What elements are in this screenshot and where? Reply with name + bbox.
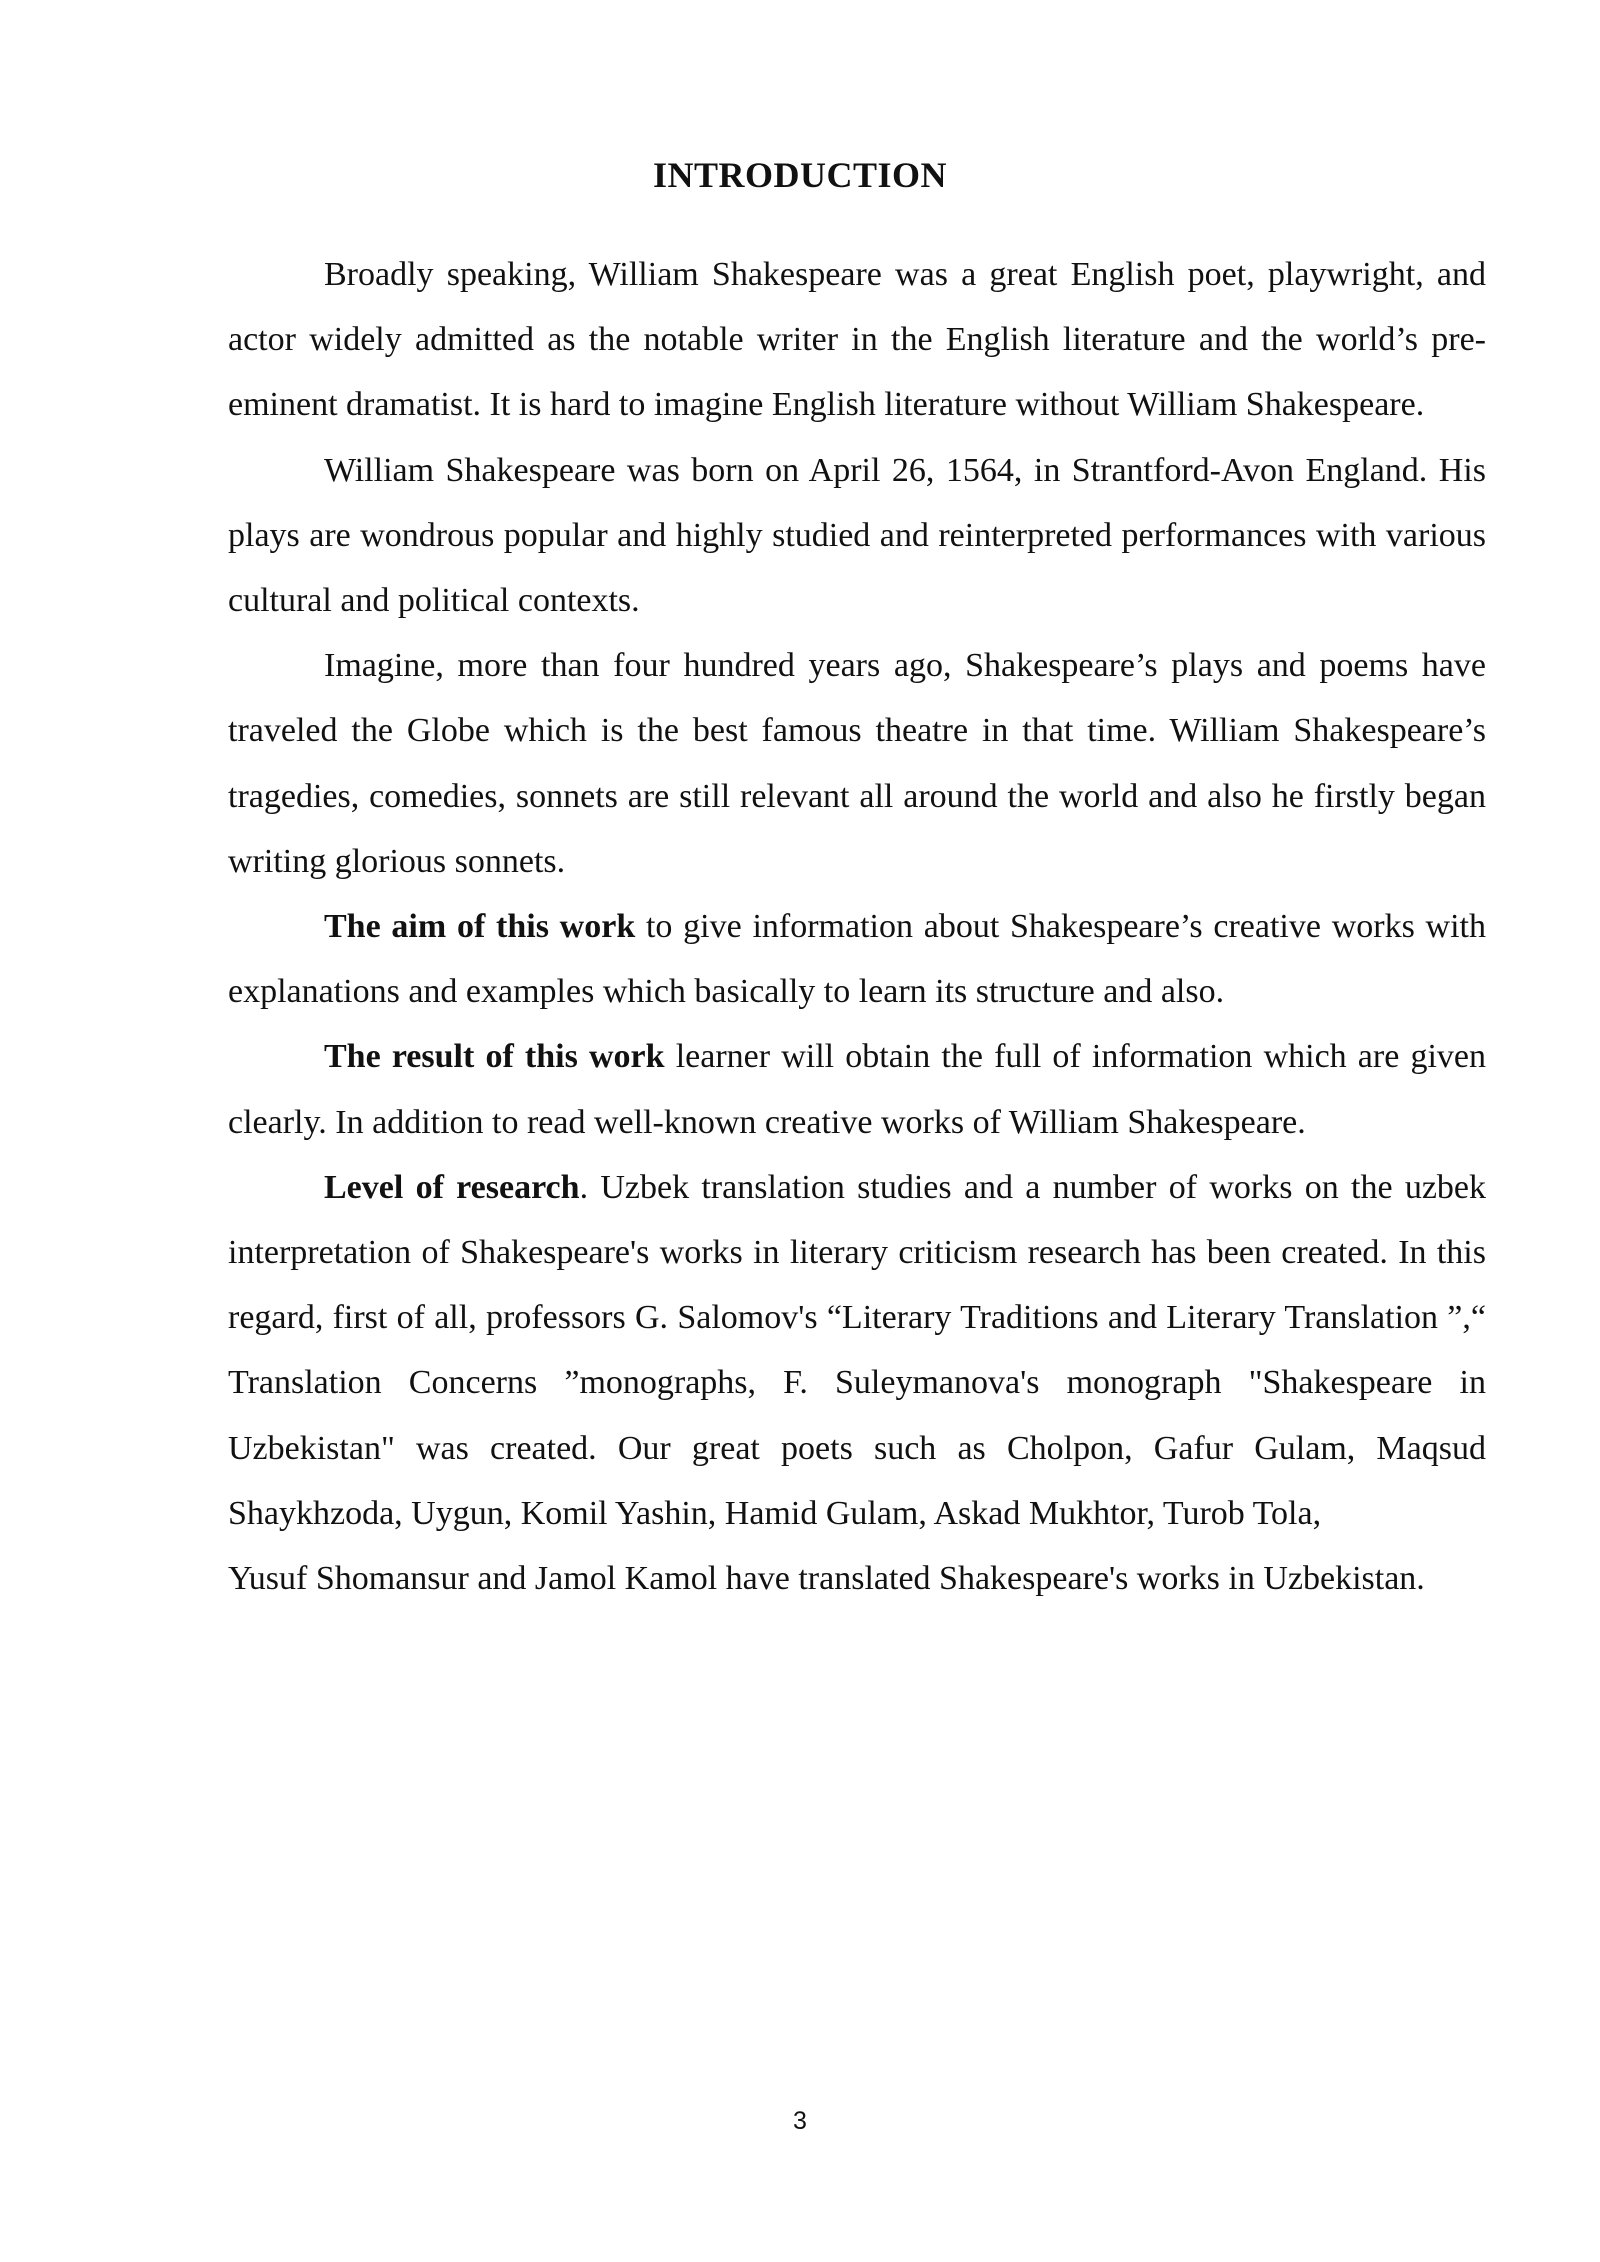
page-number: 3: [793, 2107, 807, 2135]
paragraph-translators: Yusuf Shomansur and Jamol Kamol have translated Shakespeare's works in Uzbekistan.: [228, 1560, 1425, 1598]
research-text: . Uzbek translation studies and a number of works on the uzbek interpretation of Shakespeare's works in literary criticism research has been created. In this regard, first of all, professors G. Salomov's “Literary Traditions and Literary Translation ”,“ Translation Concerns ”monographs, F. Suleymanova's monograph "Shakespeare in Uzbekistan" was created. Our great poets such as Cholpon, Gafur Gulam, Maqsud Shaykhzoda, Uygun, Komil Yashin, Hamid Gulam, Askad Mukhtor, Turob Tola,: [228, 1168, 1486, 1532]
result-text: learner will obtain the full of information which are given clearly. In addition to read well-known creative works of William Shakespeare.: [228, 1038, 1486, 1141]
research-heading: Level of research: [324, 1168, 580, 1206]
paragraph-aim: [228, 894, 1486, 1024]
result-heading: The result of this work: [324, 1038, 665, 1076]
paragraph-birth: William Shakespeare was born on April 26, 1564, in Strantford-Avon England. His plays are wondrous popular and highly studied and reinterpreted performances with various cultural and political contexts.: [228, 451, 1486, 620]
page-title: INTRODUCTION: [652, 155, 948, 195]
document-body: [228, 242, 1486, 1611]
paragraph-globe: Imagine, more than four hundred years ago, Shakespeare’s plays and poems have traveled the Globe which is the best famous theatre in that time. William Shakespeare’s tragedies, comedies, sonnets are still relevant all around the world and also he firstly began writing glorious sonnets.: [228, 647, 1486, 880]
paragraph-intro: Broadly speaking, William Shakespeare was a great English poet, playwright, and actor widely admitted as the notable writer in the English literature and the world’s pre-eminent dramatist. It is hard to imagine English literature without William Shakespeare.: [228, 256, 1486, 424]
paragraph-result: [228, 1024, 1486, 1154]
paragraph-research: [228, 1155, 1486, 1546]
aim-heading: The aim of this work: [324, 908, 636, 946]
aim-text: to give information about Shakespeare’s creative works with explanations and examples which basically to learn its structure and also.: [228, 908, 1486, 1011]
